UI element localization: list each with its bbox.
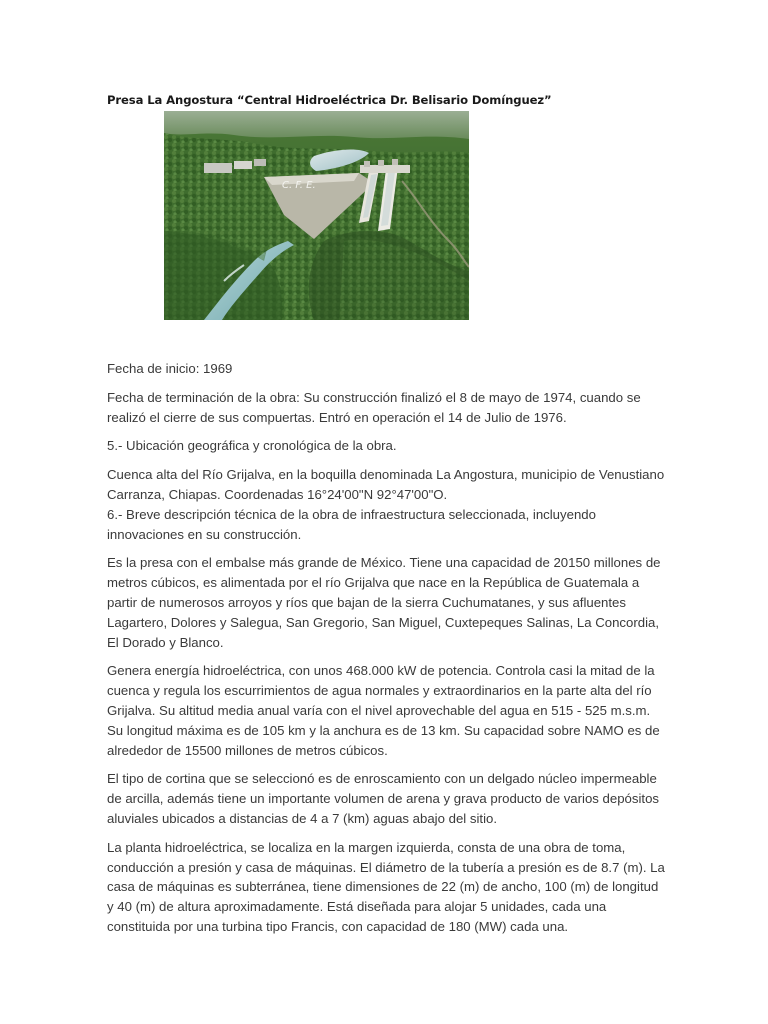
cfe-sign: C. F. E.: [282, 180, 316, 191]
document-title: Presa La Angostura “Central Hidroeléctrica Dr. Belisario Domínguez”: [107, 93, 552, 107]
paragraph-section-6-heading: 6.- Breve descripción técnica de la obra de infraestructura seleccionada, incluyendo innovaciones en su construcción.: [107, 506, 596, 542]
dam-photo: [164, 111, 469, 320]
paragraph-power-plant: La planta hidroeléctrica, se localiza en la margen izquierda, consta de una obra de toma, conducción a presión y casa de máquinas. El diámetro de la tubería a presión es de 8.7 (m). La casa de máquinas es subterránea, tiene dimensiones de 22 (m) de ancho, 100 (m) de longitud y 40 (m) de altura aproximadamente. Está diseñada para alojar 5 unidades, cada una constituida por una turbina tipo Francis, con capacidad de 180 (MW) cada una.: [107, 839, 665, 934]
paragraph-start-date: Fecha de inicio: 1969: [107, 361, 233, 376]
paragraph-section-5-heading: 5.- Ubicación geográfica y cronológica de la obra.: [107, 438, 397, 454]
paragraph-reservoir: Es la presa con el embalse más grande de México. Tiene una capacidad de 20150 millones de metros cúbicos, es alimentada por el río Grijalva que nace en la República de Guatemala a partir de numerosos arroyos y ríos que bajan de la sierra Cuchumatanes, y sus afluentes Lagartero, Dolores y Salegua, San Gregorio, San Miguel, Cuxtepeques Salinas, La Concordia, El Dorado y Blanco.: [107, 555, 661, 650]
document-body: [107, 359, 667, 946]
paragraph-location: Cuenca alta del Río Grijalva, en la boquilla denominada La Angostura, municipio de Venustiano Carranza, Chiapas. Coordenadas 16°24'00"N 92°47'00"O.: [107, 467, 665, 502]
paragraph-curtain-type: El tipo de cortina que se seleccionó es de enroscamiento con un delgado núcleo impermeable de arcilla, además tiene un importante volumen de arena y grava producto de varios depósitos aluviales ubicados a distancias de 4 a 7 (km) aguas abajo del sitio.: [107, 771, 660, 826]
paragraph-end-date: Fecha de terminación de la obra: Su construcción finalizó el 8 de mayo de 1974, cuando se realizó el cierre de sus compuertas. Entró en operación el 14 de Julio de 1976.: [107, 389, 641, 425]
paragraph-energy: Genera energía hidroeléctrica, con unos 468.000 kW de potencia. Controla casi la mitad de la cuenca y regula los escurrimientos de agua normales y extraordinarios en la parte alta del río Grijalva. Su altitud media anual varía con el nivel aprovechable del agua en 515 - 525 m.s.m. Su longitud máxima es de 105 km y la anchura es de 13 km. Su capacidad sobre NAMO es de alrededor de 15500 millones de metros cúbicos.: [107, 663, 660, 758]
